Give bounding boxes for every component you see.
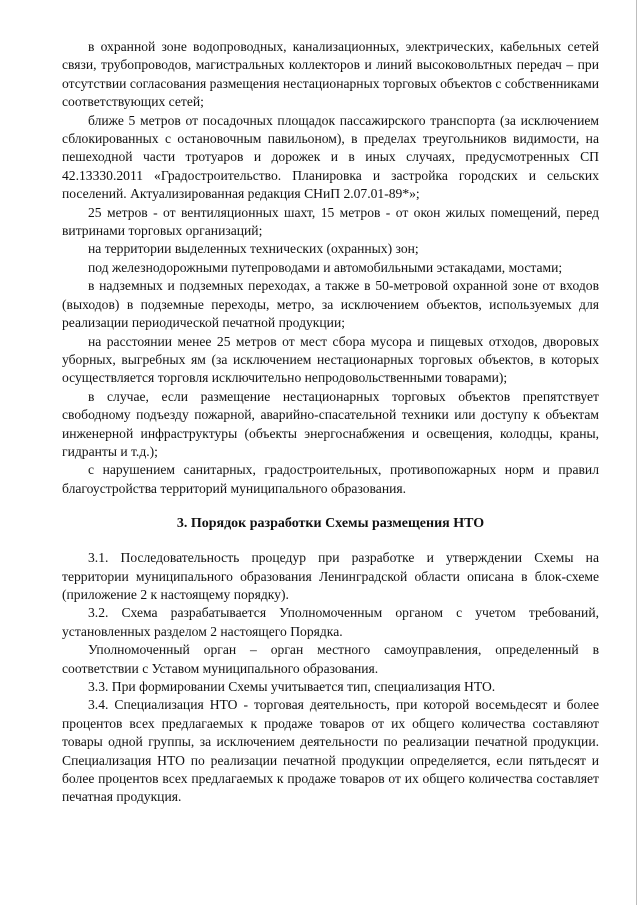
section-paragraph: 3.3. При формировании Схемы учитывается тип, специализация НТО. xyxy=(88,679,496,694)
list-item: на территории выделенных технических (охранных) зон; xyxy=(88,241,419,257)
section-paragraph: Уполномоченный орган – орган местного самоуправления, определенный в соответствии с Уставом муниципального образования. xyxy=(62,642,599,676)
section-paragraph: 3.1. Последовательность процедур при разработке и утверждении Схемы на территории муниципального образования Ленинградской области описана в блок-схеме (приложение 2 к настоящему порядку). xyxy=(62,550,599,602)
list-item: в охранной зоне водопроводных, канализационных, электрических, кабельных сетей связи, трубопроводов, магистральных коллекторов и линий высоковольтных передач – при отсутствии согласования размещения нестационарных торговых объектов с собственниками соответствующих сетей; xyxy=(62,39,599,110)
list-item: в надземных и подземных переходах, а также в 50-метровой охранной зоне от входов (выходов) в подземные переходы, метро, за исключением объектов, используемых для реализации периодической печатной продукции; xyxy=(62,278,599,331)
list-item: 25 метров - от вентиляционных шахт, 15 метров - от окон жилых помещений, перед витринами торговых организаций; xyxy=(62,204,599,239)
section-paragraph: 3.2. Схема разрабатывается Уполномоченным органом с учетом требований, установленных разделом 2 настоящего Порядка. xyxy=(62,605,599,639)
list-item: под железнодорожными путепроводами и автомобильными эстакадами, мостами; xyxy=(88,259,563,275)
list-item: с нарушением санитарных, градостроительных, противопожарных норм и правил благоустройства территорий муниципального образования. xyxy=(62,462,599,496)
page-edge-divider xyxy=(636,0,637,905)
list-item: на расстоянии менее 25 метров от мест сбора мусора и пищевых отходов, дворовых уборных, выгребных ям (за исключением нестационарных торговых объектов, в которых осуществляется торговля исключительно непродовольственными товарами); xyxy=(62,333,599,386)
section-paragraph: 3.4. Специализация НТО - торговая деятельность, при которой восемьдесят и более процентов всех предлагаемых к продаже товаров от их общего количества составляют товары одной группы, за исключением деятельности по реализации печатной продукции. Специализация НТО по реализации печатной продукции определяется, если пятьдесят и более процентов всех предлагаемых к продаже товаров от их общего количества составляет печатная продукция. xyxy=(62,697,599,805)
section-heading: 3. Порядок разработки Схемы размещения НТО xyxy=(176,516,485,532)
list-item: в случае, если размещение нестационарных торговых объектов препятствует свободному подъезду пожарной, аварийно-спасательной техники или доступу к объектам инженерной инфраструктуры (объекты энергоснабжения и освещения, колодцы, краны, гидранты и т.д.); xyxy=(62,388,599,459)
list-item: ближе 5 метров от посадочных площадок пассажирского транспорта (за исключением сблокированных с остановочным павильоном), в пределах треугольников видимости, на пешеходной части тротуаров и дорожек и в иных случаях, предусмотренных СП 42.13330.2011 «Градостроительство. Планировка и застройка городских и сельских поселений. Актуализированная редакция СНиП 2.07.01-89*»; xyxy=(62,112,599,202)
document-body xyxy=(62,38,599,807)
